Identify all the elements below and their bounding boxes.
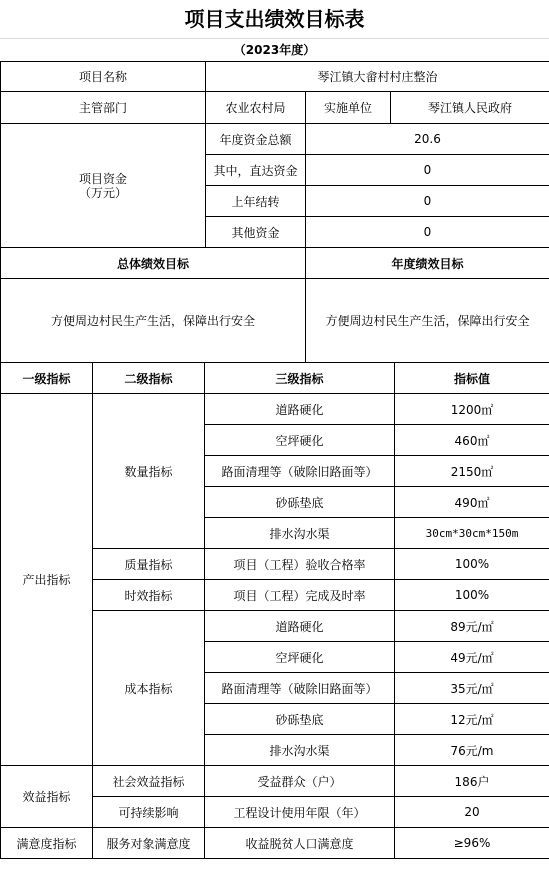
indicator-value: ≥96% (395, 828, 549, 859)
dept-label: 主管部门 (1, 92, 206, 124)
sustainability-label: 可持续影响 (93, 797, 205, 828)
header-level3: 三级指标 (205, 363, 395, 394)
indicator-value: 460㎡ (395, 425, 549, 456)
indicator-name: 砂砾垫底 (205, 487, 395, 518)
indicator-name: 道路硬化 (205, 394, 395, 425)
indicator-value: 76元/m (395, 735, 549, 766)
indicator-value: 12元/㎡ (395, 704, 549, 735)
funds-row-label: 其中，直达资金 (206, 155, 306, 186)
indicator-value: 2150㎡ (395, 456, 549, 487)
info-table (0, 61, 549, 248)
annual-goal-header: 年度绩效目标 (306, 248, 549, 279)
overall-goal-header: 总体绩效目标 (1, 248, 306, 279)
funds-row-value: 20.6 (306, 124, 549, 155)
indicator-name: 空坪硬化 (205, 642, 395, 673)
header-level1: 一级指标 (1, 363, 93, 394)
header-level2: 二级指标 (93, 363, 205, 394)
funds-row-label: 其他资金 (206, 217, 306, 248)
goals-table (0, 247, 549, 363)
header-value: 指标值 (395, 363, 549, 394)
indicator-name: 收益脱贫人口满意度 (205, 828, 395, 859)
funds-label-line1: 项目资金 (78, 171, 127, 186)
impl-value: 琴江镇人民政府 (391, 92, 549, 124)
impl-label: 实施单位 (306, 92, 391, 124)
funds-row-label: 年度资金总额 (206, 124, 306, 155)
indicator-value: 30cm*30cm*150m (395, 518, 549, 549)
page-title: 项目支出绩效目标表 (184, 7, 365, 31)
indicator-value: 49元/㎡ (395, 642, 549, 673)
indicator-name: 项目（工程）完成及时率 (205, 580, 395, 611)
indicator-value: 100% (395, 580, 549, 611)
timeliness-indicator-label: 时效指标 (93, 580, 205, 611)
indicator-value: 186户 (395, 766, 549, 797)
satisfaction-indicator-label: 满意度指标 (1, 828, 93, 859)
cost-indicator-label: 成本指标 (93, 611, 205, 766)
service-satisfaction-label: 服务对象满意度 (93, 828, 205, 859)
overall-goal-text: 方便周边村民生产生活，保障出行安全 (1, 279, 306, 363)
project-name-label: 项目名称 (1, 62, 206, 92)
funds-label (1, 124, 206, 248)
indicator-name: 路面清理等（破除旧路面等） (205, 673, 395, 704)
output-indicator-label: 产出指标 (1, 394, 93, 766)
indicator-value: 35元/㎡ (395, 673, 549, 704)
indicator-name: 项目（工程）验收合格率 (205, 549, 395, 580)
indicator-name: 路面清理等（破除旧路面等） (205, 456, 395, 487)
quantity-indicator-label: 数量指标 (93, 394, 205, 549)
project-name-value: 琴江镇大畲村村庄整治 (206, 62, 549, 92)
indicator-value: 1200㎡ (395, 394, 549, 425)
indicator-value: 490㎡ (395, 487, 549, 518)
quality-indicator-label: 质量指标 (93, 549, 205, 580)
indicator-name: 受益群众（户） (205, 766, 395, 797)
funds-row-value: 0 (306, 155, 549, 186)
indicator-name: 道路硬化 (205, 611, 395, 642)
indicator-name: 排水沟水渠 (205, 735, 395, 766)
indicator-name: 排水沟水渠 (205, 518, 395, 549)
indicators-table (0, 362, 549, 859)
indicator-value: 89元/㎡ (395, 611, 549, 642)
funds-label-line2: （万元） (78, 185, 127, 200)
indicator-name: 工程设计使用年限（年） (205, 797, 395, 828)
indicator-value: 20 (395, 797, 549, 828)
funds-row-value: 0 (306, 186, 549, 217)
indicator-name: 空坪硬化 (205, 425, 395, 456)
funds-row-value: 0 (306, 217, 549, 248)
funds-row-label: 上年结转 (206, 186, 306, 217)
annual-goal-text: 方便周边村民生产生活，保障出行安全 (306, 279, 549, 363)
indicator-value: 100% (395, 549, 549, 580)
benefit-indicator-label: 效益指标 (1, 766, 93, 828)
social-benefit-label: 社会效益指标 (93, 766, 205, 797)
page-subtitle: （2023年度） (0, 38, 549, 61)
dept-value: 农业农村局 (206, 92, 306, 124)
indicator-name: 砂砾垫底 (205, 704, 395, 735)
